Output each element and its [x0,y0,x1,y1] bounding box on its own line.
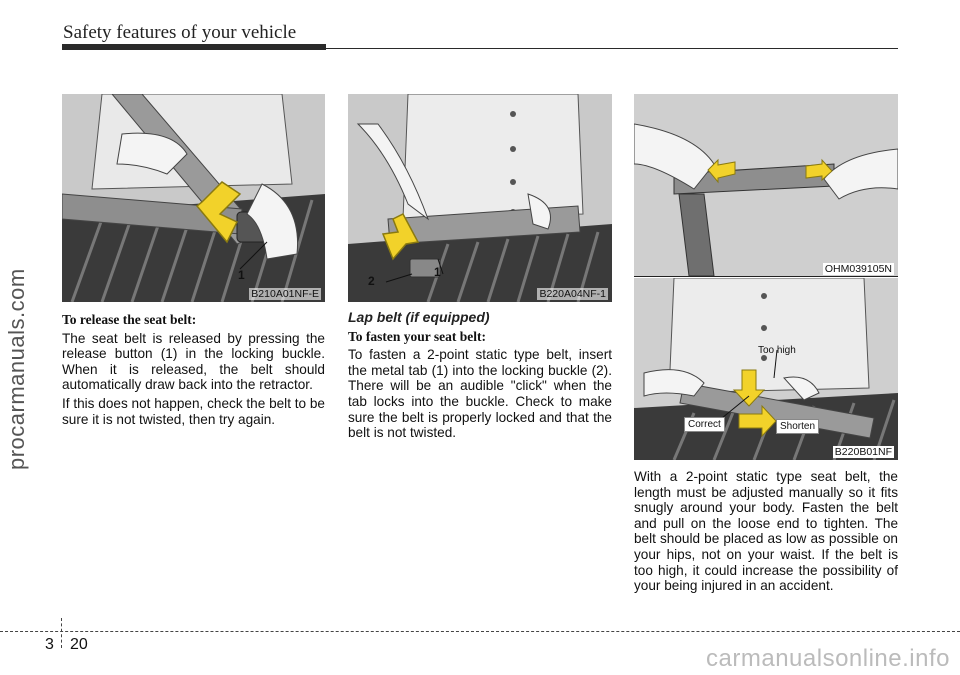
paragraph-fasten: To fasten a 2-point static type belt, insert the metal tab (1) into the locking buckle (2). There will be an audible "click" when the tab locks into the buckle. Check to make sure the belt is properly locked and that the belt is not twisted. [348,347,612,441]
chapter-number: 3 [45,636,54,653]
paragraph-adjust: With a 2-point static type seat belt, the length must be adjusted manually so it fits snugly around your body. Fasten the belt and pull on the loose end to tighten. The belt should be placed as low as possible on your hips, not on your waist. If the belt is too high, it could increase the possibility of your being injured in an accident. [634,469,898,594]
paragraph-release-1: The seat belt is released by pressing the release button (1) in the locking buckle. When it is released, the belt should automatically draw back into the retractor. [62,330,325,393]
footer-divider [61,618,62,648]
belt-adjust-illustration [634,94,898,276]
watermark-left: procarmanuals.com [4,268,29,470]
callout-number-1: 1 [238,268,245,282]
figure-lap-belt [348,94,612,302]
figure-code: B220A04NF-1 [539,288,606,300]
callout-number-1: 1 [434,265,441,279]
figure-belt-position [634,278,898,460]
header-bar [62,44,326,50]
watermark-bottom: carmanualsonline.info [706,645,950,672]
belt-position-illustration [634,278,898,460]
release-belt-illustration [62,94,325,302]
page-number: 20 [70,636,88,653]
column-adjust-text [634,469,898,597]
footer-rule [0,631,960,632]
heading-fasten-belt: To fasten your seat belt: [348,328,486,344]
page-header-title: Safety features of your vehicle [63,22,297,43]
column-release-text [62,312,325,430]
section-title-lap-belt: Lap belt (if equipped) [348,309,490,325]
lap-belt-illustration [348,94,612,302]
figure-belt-adjust-hands [634,94,898,277]
figure-release-belt [62,94,325,302]
callout-correct: Correct [684,417,725,432]
callout-too-high: Too high [758,345,796,356]
figure-code: B220B01NF [834,446,892,458]
callout-number-2: 2 [368,274,375,288]
heading-release-belt: To release the seat belt: [62,312,197,327]
column-lap-belt-text [348,310,612,444]
header-rule [326,48,898,49]
figure-code: OHM039105N [824,263,892,275]
callout-shorten: Shorten [776,419,819,434]
figure-code: B210A01NF-E [251,288,319,300]
paragraph-release-2: If this does not happen, check the belt to be sure it is not twisted, then try again. [62,395,325,427]
